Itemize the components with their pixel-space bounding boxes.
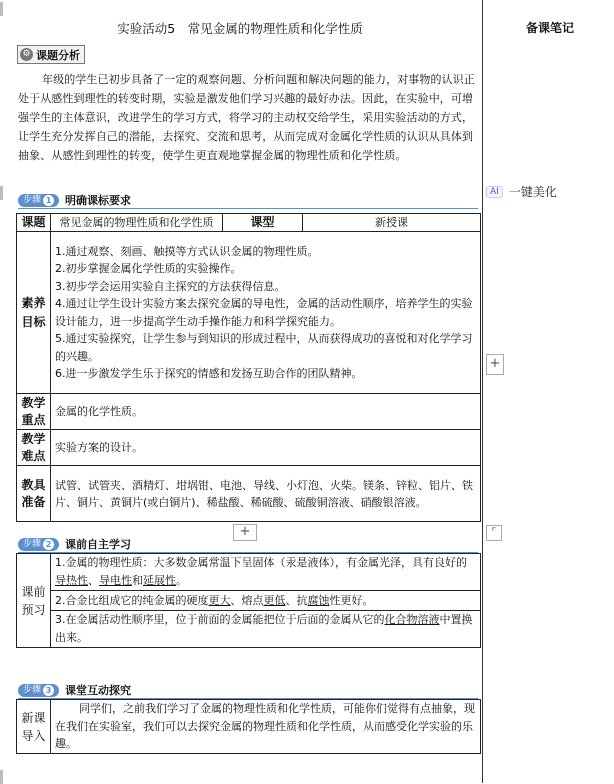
preview-item-2: 2.合金比组成它的纯金属的硬度更大、熔点更低、抗腐蚀性更好。 bbox=[51, 591, 481, 611]
page-title: 实验活动5 常见金属的物理性质和化学性质 bbox=[117, 21, 363, 36]
prep-header: 教具准备 bbox=[17, 466, 51, 522]
add-note-button[interactable]: + bbox=[486, 354, 504, 375]
literacy-header: 素养目标 bbox=[17, 232, 51, 394]
step-2-header bbox=[18, 537, 131, 551]
preview-item-3: 3.在金属活动性顺序里，位于前面的金属能把位于后面的金属从它的化合物溶液中置换出来。 bbox=[51, 611, 481, 648]
table-row bbox=[17, 466, 481, 522]
ai-icon: AI bbox=[486, 186, 503, 198]
list-item: 3.初步学会运用实验自主探究的方法获得信息。 bbox=[55, 279, 286, 293]
list-item: 1.通过观察、刻画、触摸等方式认识金属的物理性质。 bbox=[55, 244, 319, 258]
key-value: 金属的化学性质。 bbox=[51, 394, 481, 430]
type-header: 课型 bbox=[223, 214, 303, 232]
difficulty-header: 教学难点 bbox=[17, 430, 51, 466]
table-row bbox=[17, 430, 481, 466]
topic-header: 课题 bbox=[17, 214, 51, 232]
preview-header: 课前预习 bbox=[17, 554, 51, 648]
step-label: 课堂互动探究 bbox=[65, 684, 132, 697]
ai-beautify-label: 一键美化 bbox=[508, 185, 557, 199]
table-row bbox=[17, 554, 481, 591]
table-row bbox=[17, 700, 481, 754]
table-row bbox=[17, 214, 481, 232]
step-pill: 步骤 2 bbox=[18, 538, 59, 551]
preview-item-1: 1.金属的物理性质：大多数金属常温下呈固体（汞是液体），有金属光泽，具有良好的导热性、导电性和延展性。 bbox=[51, 554, 481, 591]
intro-header: 新课导入 bbox=[17, 700, 51, 754]
margin-marker bbox=[0, 186, 3, 200]
preview-table bbox=[16, 553, 481, 648]
list-item: 2.初步掌握金属化学性质的实验操作。 bbox=[55, 262, 242, 275]
list-item: 4.通过让学生设计实验方案去探究金属的导电性，金属的活动性顺序，培养学生的实验设计能力，进一步提高学生动手操作能力和科学探究能力。 bbox=[55, 297, 473, 328]
margin-marker bbox=[0, 2, 3, 16]
step-3-header bbox=[18, 683, 131, 697]
notes-divider bbox=[482, 0, 483, 783]
analysis-badge bbox=[17, 45, 85, 64]
table-row bbox=[17, 394, 481, 430]
analysis-badge-label: 课题分析 bbox=[36, 48, 80, 62]
interaction-table bbox=[16, 699, 481, 754]
table-row bbox=[17, 232, 481, 394]
ai-beautify-button[interactable] bbox=[486, 183, 557, 200]
table-row bbox=[17, 591, 481, 611]
step-pill: 步骤 3 bbox=[18, 684, 59, 697]
intro-value: 同学们，之前我们学习了金属的物理性质和化学性质，可能你们觉得有点抽象，现在我们在实验室，我们可以去探究金属的物理性质和化学性质，从而感受化学实验的乐趣。 bbox=[51, 700, 481, 754]
type-value: 新授课 bbox=[303, 214, 481, 232]
add-row-button[interactable]: + bbox=[233, 524, 257, 541]
corner-handle-icon[interactable]: ⌜ bbox=[486, 525, 502, 541]
gear-icon: ⚙ bbox=[20, 48, 33, 61]
list-item: 5.通过实验探究，让学生参与到知识的形成过程中，从而获得成功的喜悦和对化学学习的兴趣。 bbox=[55, 332, 473, 363]
difficulty-value: 实验方案的设计。 bbox=[51, 430, 481, 466]
list-item: 6.进一步激发学生乐于探究的情感和发扬互助合作的团队精神。 bbox=[55, 367, 363, 380]
notes-title: 备课笔记 bbox=[525, 21, 574, 35]
literacy-list bbox=[51, 232, 481, 394]
table-row bbox=[17, 611, 481, 648]
step-1-header bbox=[18, 193, 131, 207]
margin-marker bbox=[0, 770, 3, 784]
topic-value: 常见金属的物理性质和化学性质 bbox=[51, 214, 223, 232]
key-header: 教学重点 bbox=[17, 394, 51, 430]
standards-table bbox=[16, 213, 481, 522]
prep-value: 试管、试管夹、酒精灯、坩埚钳、电池、导线、小灯泡、火柴。镁条、锌粒、铝片、铁片、铜片、黄铜片(或白铜片)、稀盐酸、稀硫酸、硫酸铜溶液、硝酸银溶液。 bbox=[51, 466, 481, 522]
step-label: 明确课标要求 bbox=[65, 194, 132, 207]
step-label: 课前自主学习 bbox=[65, 538, 132, 551]
analysis-paragraph: 年级的学生已初步具备了一定的观察问题、分析问题和解决问题的能力，对事物的认识正处于从感性到理性的转变时期，实验是激发他们学习兴趣的最好办法。因此，在实验中，可增强学生的主体意识，改进学生的学习方式，将学习的主动权交给学生，采用实验活动的方式，让学生充分发挥自己的潜能，去探究、交流和思考，从而完成对金属化学性质的认识从具体到抽象、从感性到理性的转变，使学生更直观地掌握金属的物理性质和化学性质。 bbox=[18, 73, 475, 162]
step-pill: 步骤 1 bbox=[18, 194, 59, 207]
